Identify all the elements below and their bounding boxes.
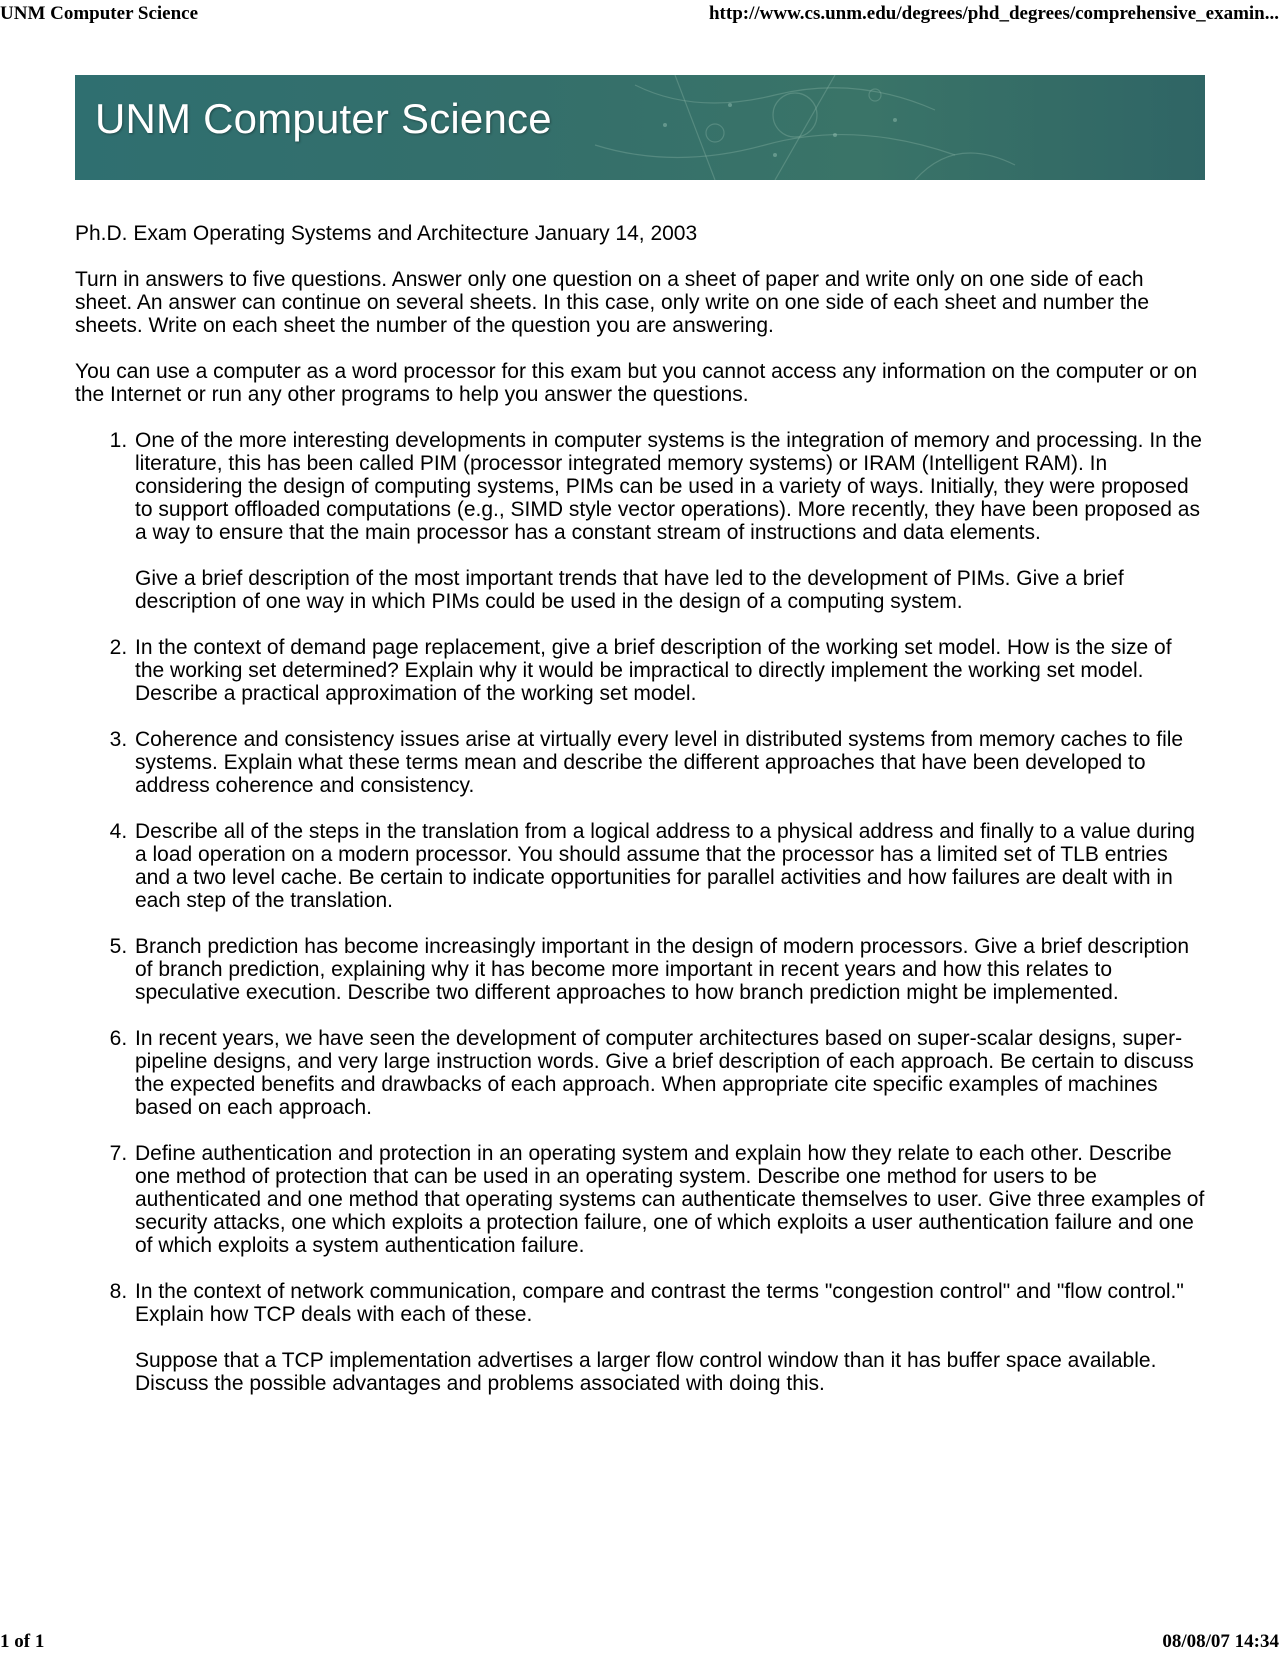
exam-title: Ph.D. Exam Operating Systems and Architecture January 14, 2003 xyxy=(75,222,698,245)
print-header xyxy=(0,3,1280,27)
question-followup-text: Suppose that a TCP implementation advertises a larger flow control window than it has buffer space available. Discuss the possible advantages and problems associated with doing this. xyxy=(135,1349,1157,1395)
question-item xyxy=(133,429,1205,613)
question-item xyxy=(133,1280,1205,1395)
question-item xyxy=(133,1027,1205,1119)
question-item xyxy=(133,728,1205,797)
question-text: 2. In the context of demand page replacement, give a brief description of the working set model. How is the size of the working set determined? Explain why it would be impractical to directly implement the working set model. Describe a practical approximation of the working set model. xyxy=(135,636,1172,705)
question-text: 3. Coherence and consistency issues arise at virtually every level in distributed systems from memory caches to file systems. Explain what these terms mean and describe the different approaches that have been developed to address coherence and consistency. xyxy=(135,728,1184,797)
instructions-paragraph-2: You can use a computer as a word processor for this exam but you cannot access any information on the computer or on the Internet or run any other programs to help you answer the questions. xyxy=(75,360,1198,406)
question-item xyxy=(133,935,1205,1004)
question-text: 8. In the context of network communication, compare and contrast the terms "congestion control" and "flow control." Explain how TCP deals with each of these. xyxy=(135,1280,1184,1326)
print-header-url: http://www.cs.unm.edu/degrees/phd_degrees/comprehensive_examin... xyxy=(708,3,1279,24)
question-list xyxy=(75,429,1205,1395)
question-text: 4. Describe all of the steps in the translation from a logical address to a physical address and finally to a value during a load operation on a modern processor. You should assume that the processor has a limited set of TLB entries and a two level cache. Be certain to indicate opportunities for parallel activities and how failures are dealt with in each step of the translation. xyxy=(135,820,1195,912)
exam-content xyxy=(75,222,1205,1418)
page-count: 1 of 1 xyxy=(0,1631,45,1652)
question-text: 7. Define authentication and protection in an operating system and explain how they relate to each other. Describe one method of protection that can be used in an operating system. Describe one method for users to be authenticated and one method that operating systems can authenticate themselves to user. Give three examples of security attacks, one which exploits a protection failure, one of which exploits a user authentication failure and one of which exploits a system authentication failure. xyxy=(135,1142,1205,1257)
instructions-paragraph-1: Turn in answers to five questions. Answer only one question on a sheet of paper and write only on one side of each sheet. An answer can continue on several sheets. In this case, only write on one side of each sheet and number the sheets. Write on each sheet the number of the question you are answering. xyxy=(75,268,1149,337)
question-item xyxy=(133,820,1205,912)
question-text: 6. In recent years, we have seen the development of computer architectures based on super-scalar designs, super-pipeline designs, and very large instruction words. Give a brief description of each approach. Be certain to discuss the expected benefits and drawbacks of each approach. When appropriate cite specific examples of machines based on each approach. xyxy=(135,1027,1194,1119)
print-header-site-name: UNM Computer Science xyxy=(0,3,199,24)
question-text: 1. One of the more interesting developments in computer systems is the integration of memory and processing. In the literature, this has been called PIM (processor integrated memory systems) or IRAM (Intelligent RAM). In considering the design of computing systems, PIMs can be used in a variety of ways. Initially, they were proposed to support offloaded computations (e.g., SIMD style vector operations). More recently, they have been proposed as a way to ensure that the main processor has a constant stream of instructions and data elements. xyxy=(135,429,1202,544)
question-followup-text: Give a brief description of the most important trends that have led to the development of PIMs. Give a brief description of one way in which PIMs could be used in the design of a computing system. xyxy=(135,567,1124,613)
question-item xyxy=(133,636,1205,705)
banner-title: UNM Computer Science xyxy=(95,95,552,142)
print-footer xyxy=(0,1631,1280,1655)
question-text: 5. Branch prediction has become increasingly important in the design of modern processors. Give a brief description of branch prediction, explaining why it has become more important in recent years and how this relates to speculative execution. Describe two different approaches to how branch prediction might be implemented. xyxy=(135,935,1190,1004)
question-item xyxy=(133,1142,1205,1257)
print-timestamp: 08/08/07 14:34 xyxy=(1162,1631,1279,1652)
site-banner xyxy=(75,75,1205,180)
